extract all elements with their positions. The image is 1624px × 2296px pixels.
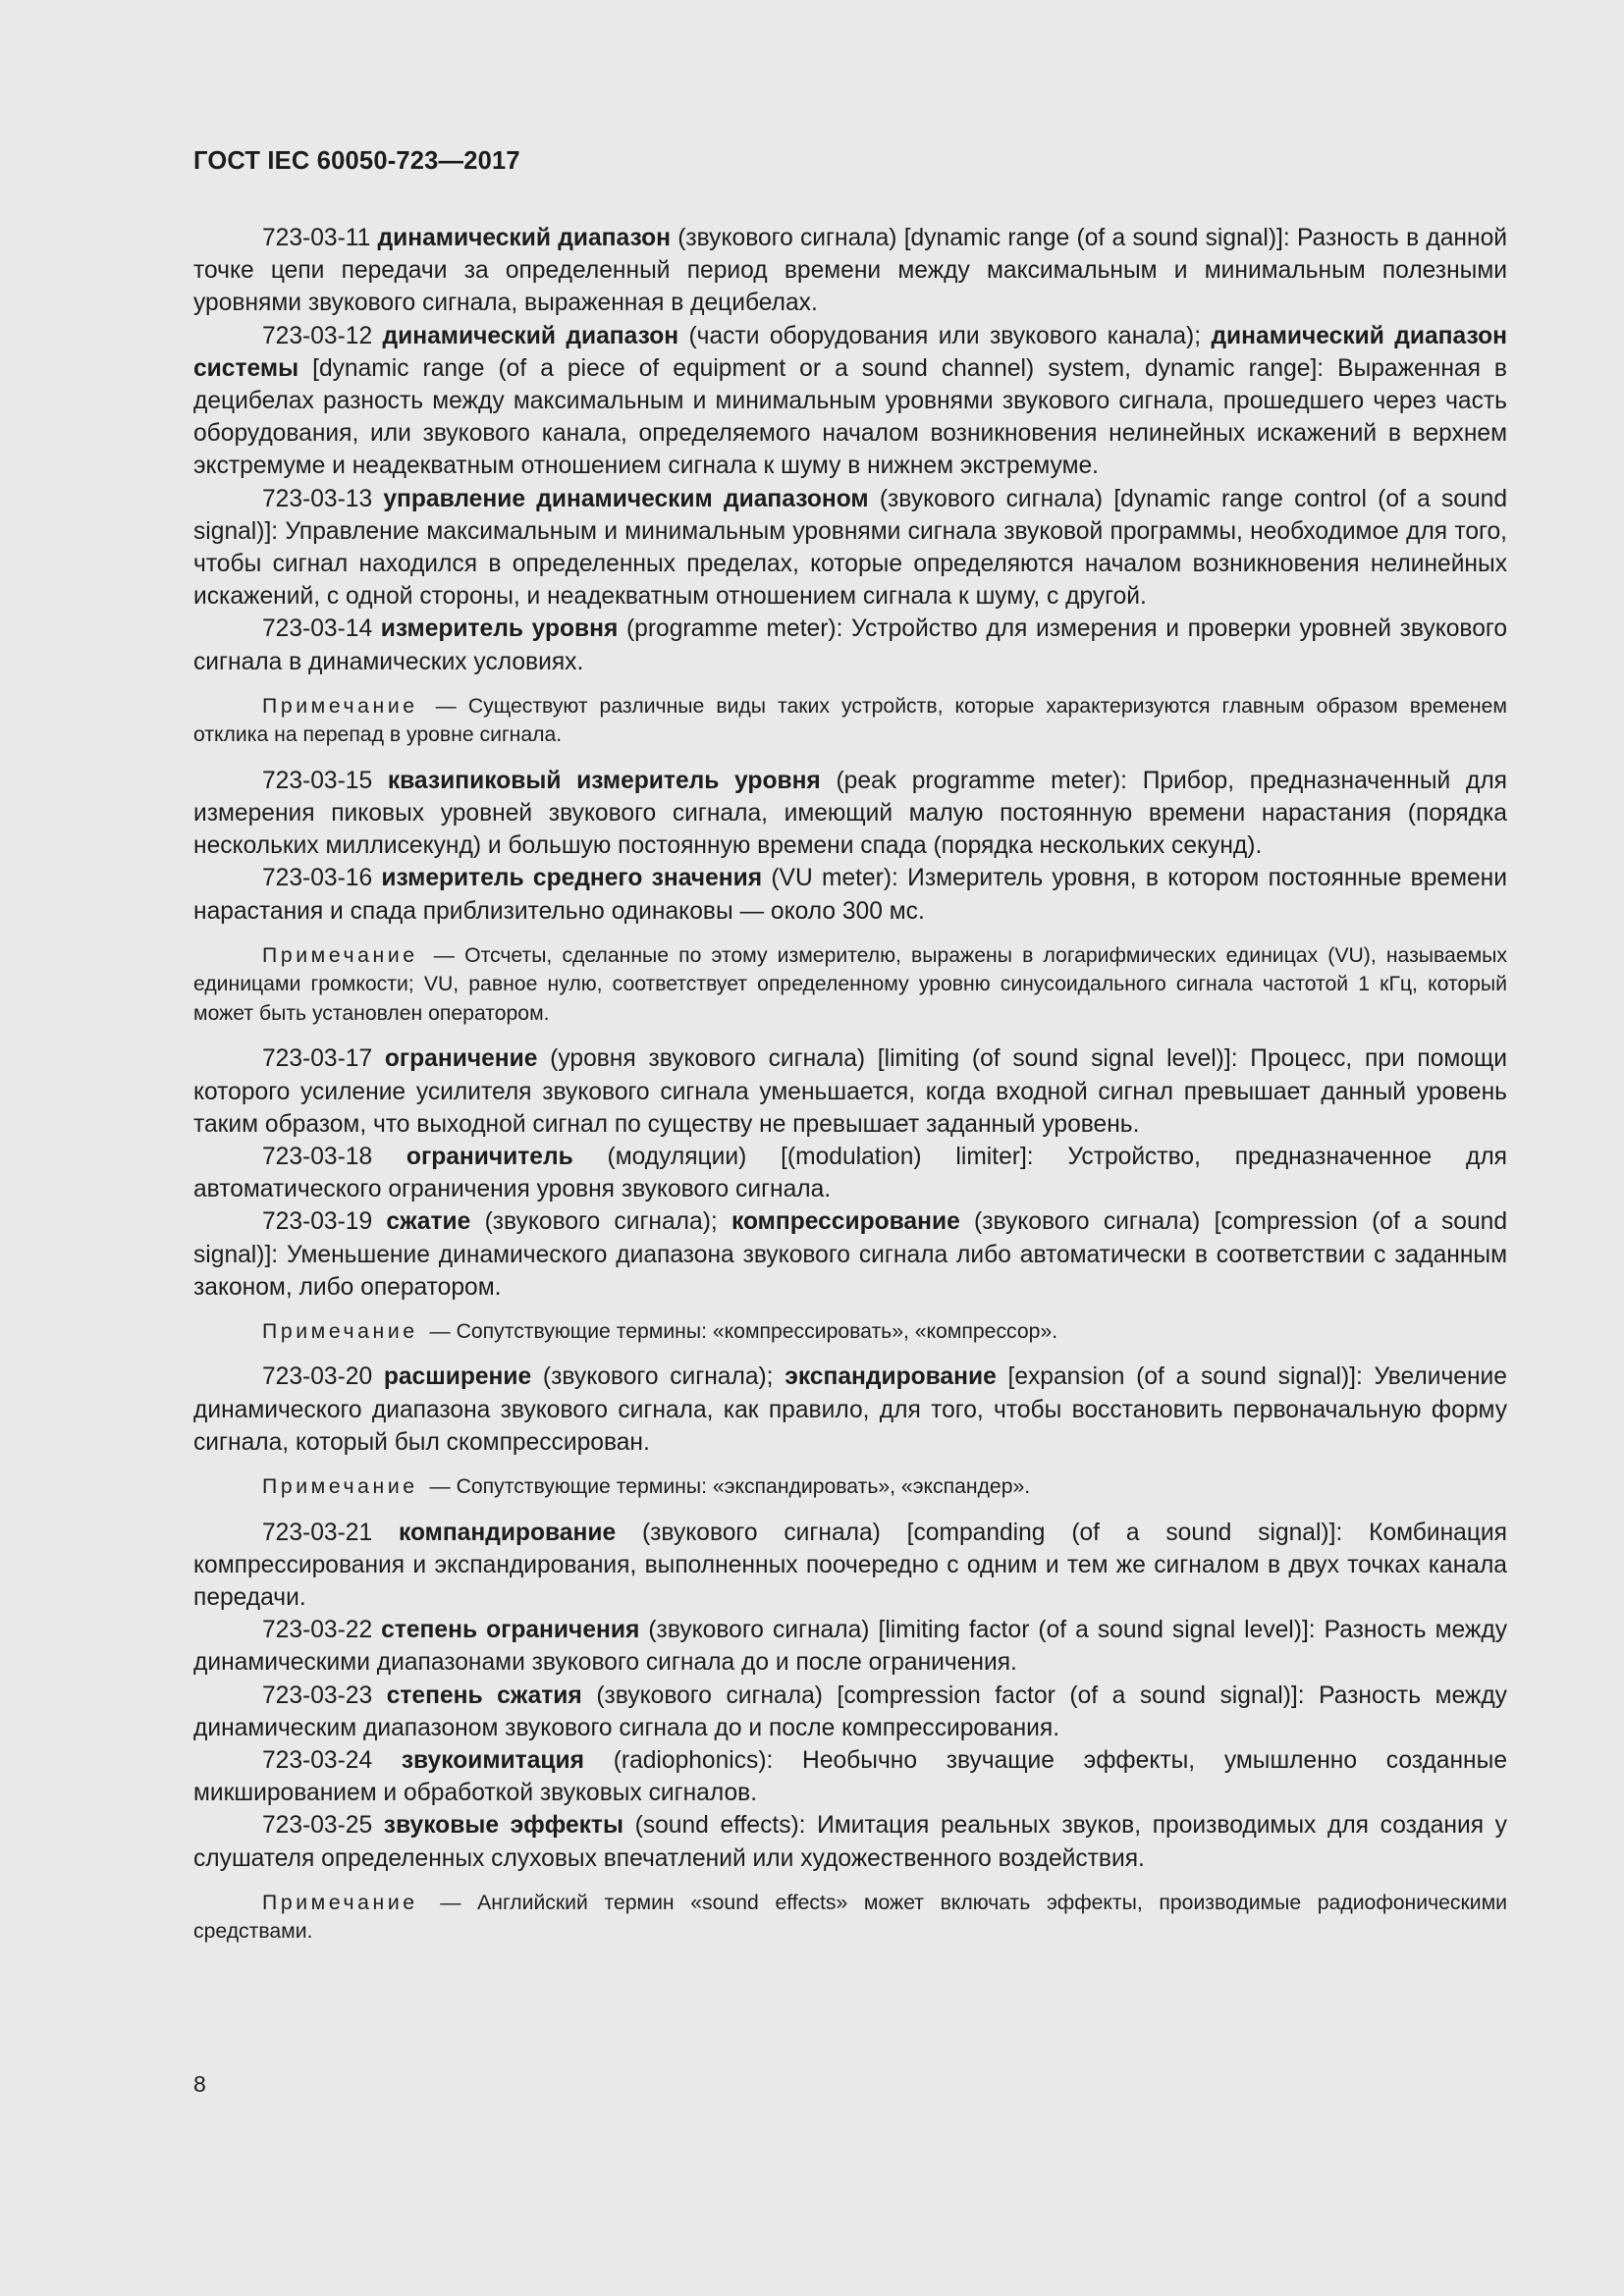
note-text: — Английский термин «sound effects» может включать эффекты, производимые радиофоническими средствами. <box>193 1891 1507 1944</box>
term-text: (звукового сигнала) [dynamic range (of a sound signal)]: Разность в данной точке цепи передачи за определенный период времени между максимальным и минимальным полезными уровнями звукового сигнала, выраженная в децибелах. <box>193 225 1508 317</box>
term-name: ограничитель <box>406 1143 573 1170</box>
term-name: динамический диапазон <box>382 322 679 349</box>
term-entry <box>193 1680 1507 1744</box>
term-text: (звукового сигнала) [compression (of a sound signal)]: Уменьшение динамического диапазона звукового сигнала либо автоматически в соответствии с заданным законом, либо оператором. <box>193 1208 1507 1301</box>
term-name: квазипиковый измеритель уровня <box>387 767 821 794</box>
note-label: Примечание <box>262 943 418 967</box>
term-name: измеритель среднего значения <box>381 865 763 892</box>
term-text: (части оборудования или звукового канала); <box>678 322 1212 349</box>
term-entry <box>193 483 1507 614</box>
term-text: (звукового сигнала) [limiting factor (of a sound signal level)]: Разность между динамическими диапазонами звукового сигнала до и после ограничения. <box>193 1617 1507 1677</box>
note-label: Примечание <box>262 694 418 718</box>
note-label: Примечание <box>262 1475 418 1499</box>
term-text: 723-03-21 <box>262 1519 399 1546</box>
term-name: степень сжатия <box>386 1682 582 1709</box>
term-entry <box>193 1517 1507 1615</box>
term-name: управление динамическим диапазоном <box>383 485 869 512</box>
term-text: 723-03-11 <box>262 225 378 251</box>
term-entry <box>193 862 1507 927</box>
term-text: (VU meter): Измеритель уровня, в котором постоянные времени нарастания и спада приблизительно одинаковы — около 300 мс. <box>193 865 1507 925</box>
note-label: Примечание <box>262 1319 418 1343</box>
note <box>193 1889 1507 1947</box>
term-name: сжатие <box>386 1208 471 1236</box>
page-number: 8 <box>193 2071 206 2097</box>
note-text: — Сопутствующие термины: «экспандировать», «экспандер». <box>423 1475 1031 1499</box>
term-entry <box>193 1809 1507 1874</box>
term-text: [dynamic range (of a piece of equipment or a sound channel) system, dynamic range]: Выраженная в децибелах разность между максимальным и минимальным уровнями звукового сигнала, прошедшего через часть оборудования, или звукового канала, определяемого началом возникновения нелинейных искажений в верхнем экстремуме и неадекватным отношением сигнала к шуму в нижнем экстремуме. <box>193 354 1507 480</box>
term-text: (звукового сигнала); <box>531 1363 785 1391</box>
term-name: измеритель уровня <box>380 615 619 643</box>
term-entry <box>193 1744 1507 1809</box>
term-name: степень ограничения <box>381 1617 640 1644</box>
term-entry <box>193 1141 1507 1205</box>
note-text: — Отсчеты, сделанные по этому измерителю, выражены в логарифмических единицах (VU), называемых единицами громкости; VU, равное нулю, соответствует определенному уровню синусоидального сигнала частотой 1 кГц, который может быть установлен оператором. <box>193 943 1507 1025</box>
term-name: звуковые эффекты <box>383 1812 623 1840</box>
term-text: (звукового сигнала) [companding (of a sound signal)]: Комбинация компрессирования и экспандирования, выполненных поочередно с одним и тем же сигналом в двух точках канала передачи. <box>193 1519 1507 1611</box>
term-text: 723-03-14 <box>262 615 381 643</box>
term-entry <box>193 765 1507 863</box>
term-text: (peak programme meter): Прибор, предназначенный для измерения пиковых уровней звукового сигнала, имеющий малую постоянную времени нарастания (порядка нескольких миллисекунд) и большую постоянную времени спада (порядка нескольких секунд). <box>193 767 1507 860</box>
note <box>193 1472 1507 1502</box>
term-text: (programme meter): Устройство для измерения и проверки уровней звукового сигнала в динамических условиях. <box>193 615 1507 675</box>
note <box>193 692 1507 750</box>
term-entry <box>193 320 1507 483</box>
document-body <box>193 222 1507 1961</box>
term-text: (sound effects): Имитация реальных звуков, производимых для создания у слушателя определенных слуховых впечатлений или художественного воздействия. <box>193 1812 1507 1872</box>
note-text: — Существуют различные виды таких устройств, которые характеризуются главным образом временем отклика на перепад в уровне сигнала. <box>193 694 1507 747</box>
term-name: компандирование <box>398 1519 617 1546</box>
term-text: (звукового сигнала); <box>470 1208 731 1236</box>
term-entry <box>193 613 1507 677</box>
term-name: динамический диапазон <box>377 225 671 251</box>
term-name: звукоимитация <box>401 1747 584 1775</box>
term-text: 723-03-22 <box>262 1617 382 1644</box>
term-name: экспандирование <box>785 1363 997 1391</box>
term-text: 723-03-16 <box>262 865 382 892</box>
term-text: 723-03-23 <box>262 1682 387 1709</box>
term-text: 723-03-17 <box>262 1045 385 1073</box>
term-name: расширение <box>383 1363 532 1391</box>
term-text: 723-03-24 <box>262 1747 402 1775</box>
term-entry <box>193 222 1507 320</box>
note <box>193 1317 1507 1347</box>
note-label: Примечание <box>262 1891 418 1914</box>
term-entry <box>193 1614 1507 1679</box>
term-name: компрессирование <box>731 1208 960 1236</box>
note-text: — Сопутствующие термины: «компрессировать», «компрессор». <box>423 1319 1058 1343</box>
term-text: (модуляции) [(modulation) limiter]: Устройство, предназначенное для автоматического ограничения уровня звукового сигнала. <box>193 1143 1507 1203</box>
term-text: (уровня звукового сигнала) [limiting (of sound signal level)]: Процесс, при помощи которого усиление усилителя звукового сигнала уменьшается, когда входной сигнал превышает данный уровень таким образом, что выходной сигнал по существу не превышает заданный уровень. <box>193 1045 1507 1138</box>
term-entry <box>193 1205 1507 1304</box>
term-name: динамический диапазон системы <box>193 322 1507 382</box>
term-text: 723-03-19 <box>262 1208 387 1236</box>
note <box>193 941 1507 1029</box>
term-text: 723-03-12 <box>262 322 383 349</box>
term-text: [expansion (of a sound signal)]: Увеличение динамического диапазона звукового сигнала, как правило, для того, чтобы восстановить первоначальную форму сигнала, который был скомпрессирован. <box>193 1363 1507 1456</box>
term-text: (звукового сигнала) [dynamic range control (of a sound signal)]: Управление максимальным и минимальным уровнями сигнала звуковой программы, необходимое для того, чтобы сигнал находился в определенных пределах, которые определяются началом возникновения нелинейных искажений, с одной стороны, и неадекватным отношением сигнала к шуму, с другой. <box>193 485 1507 611</box>
term-entry <box>193 1361 1507 1459</box>
term-entry <box>193 1042 1507 1141</box>
term-text: (звукового сигнала) [compression factor (of a sound signal)]: Разность между динамическим диапазоном звукового сигнала до и после компрессирования. <box>193 1682 1507 1741</box>
term-text: 723-03-25 <box>262 1812 384 1840</box>
page-header: ГОСТ IEC 60050-723—2017 <box>193 147 520 175</box>
term-text: (radiophonics): Необычно звучащие эффекты, умышленно созданные микшированием и обработкой звуковых сигналов. <box>193 1747 1507 1807</box>
term-text: 723-03-13 <box>262 485 384 512</box>
term-text: 723-03-20 <box>262 1363 384 1391</box>
term-text: 723-03-18 <box>262 1143 406 1170</box>
term-name: ограничение <box>384 1045 538 1073</box>
term-text: 723-03-15 <box>262 767 388 794</box>
